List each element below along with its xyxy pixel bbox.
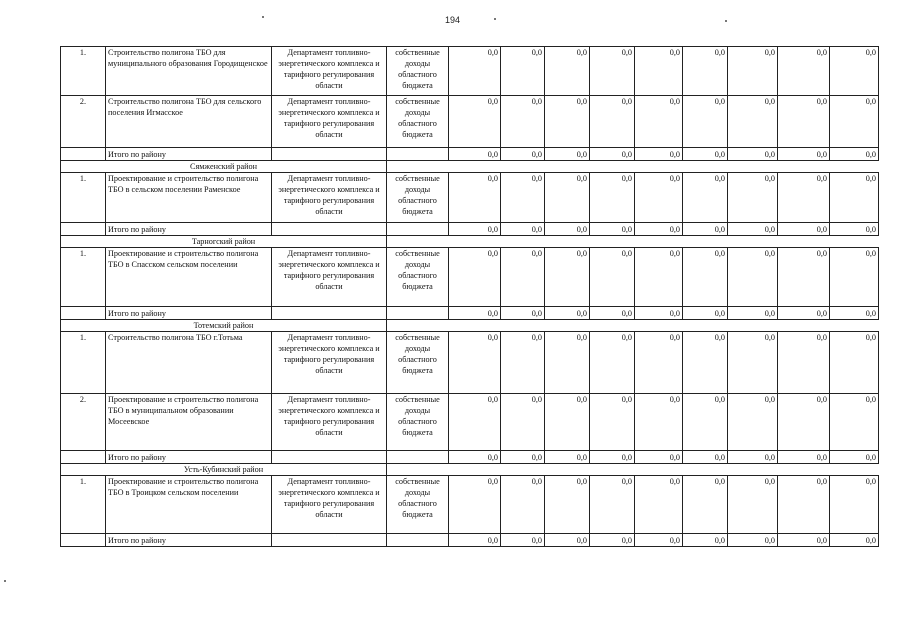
table-body [61,47,879,547]
value-cell: 0,0 [545,332,590,394]
total-value: 0,0 [545,148,590,161]
total-value: 0,0 [778,223,830,236]
value-cell: 0,0 [590,332,635,394]
funding-source: собственные доходы областного бюджета [387,394,449,451]
value-cell: 0,0 [683,476,728,534]
total-spacer [61,148,106,161]
row-number: 1. [61,248,106,307]
district-name: Тотемский район [61,320,387,332]
value-cell: 0,0 [778,248,830,307]
row-number: 1. [61,173,106,223]
total-value: 0,0 [545,451,590,464]
total-value: 0,0 [830,534,879,547]
row-number: 1. [61,47,106,96]
total-spacer [61,223,106,236]
total-spacer [61,534,106,547]
value-cell: 0,0 [830,96,879,148]
total-value: 0,0 [449,223,501,236]
funding-source: собственные доходы областного бюджета [387,248,449,307]
table-row [61,96,879,148]
project-name: Строительство полигона ТБО для муниципального образования Городищенское [106,47,272,96]
value-cell: 0,0 [545,394,590,451]
total-value: 0,0 [728,223,778,236]
value-cell: 0,0 [635,96,683,148]
funding-source: собственные доходы областного бюджета [387,96,449,148]
total-value: 0,0 [501,534,545,547]
total-value: 0,0 [635,223,683,236]
district-header-row [61,161,879,173]
project-name: Проектирование и строительство полигона ТБО в Спасском сельском поселении [106,248,272,307]
value-cell: 0,0 [590,248,635,307]
department: Департамент топливно-энергетического комплекса и тарифного регулирования области [272,332,387,394]
scan-speck [4,580,6,582]
value-cell: 0,0 [590,96,635,148]
total-label: Итого по району [106,307,272,320]
district-name: Сямженский район [61,161,387,173]
row-number: 1. [61,332,106,394]
total-value: 0,0 [728,534,778,547]
total-value: 0,0 [635,148,683,161]
project-name: Строительство полигона ТБО для сельского поселения Игмасское [106,96,272,148]
total-value: 0,0 [590,451,635,464]
value-cell: 0,0 [683,173,728,223]
total-value: 0,0 [501,451,545,464]
total-value: 0,0 [449,451,501,464]
total-value: 0,0 [635,307,683,320]
value-cell: 0,0 [683,394,728,451]
department: Департамент топливно-энергетического комплекса и тарифного регулирования области [272,248,387,307]
total-value: 0,0 [590,307,635,320]
total-value: 0,0 [501,223,545,236]
table-row [61,47,879,96]
department: Департамент топливно-энергетического комплекса и тарифного регулирования области [272,476,387,534]
total-value: 0,0 [590,534,635,547]
total-value: 0,0 [590,148,635,161]
total-value: 0,0 [635,534,683,547]
value-cell: 0,0 [728,248,778,307]
district-name: Тарногский район [61,236,387,248]
value-cell: 0,0 [635,332,683,394]
district-header-row [61,236,879,248]
value-cell: 0,0 [635,47,683,96]
total-row [61,223,879,236]
district-header-row [61,320,879,332]
department: Департамент топливно-энергетического комплекса и тарифного регулирования области [272,96,387,148]
total-value: 0,0 [501,307,545,320]
funding-source: собственные доходы областного бюджета [387,476,449,534]
row-number: 2. [61,394,106,451]
total-dept-empty [272,534,387,547]
value-cell: 0,0 [590,476,635,534]
value-cell: 0,0 [501,332,545,394]
value-cell: 0,0 [778,394,830,451]
total-src-empty [387,307,449,320]
department: Департамент топливно-энергетического комплекса и тарифного регулирования области [272,173,387,223]
total-value: 0,0 [728,451,778,464]
table-row [61,476,879,534]
district-name: Усть-Кубинский район [61,464,387,476]
table-row [61,173,879,223]
value-cell: 0,0 [778,332,830,394]
total-value: 0,0 [635,451,683,464]
value-cell: 0,0 [830,248,879,307]
district-filler [387,464,879,476]
value-cell: 0,0 [635,173,683,223]
total-value: 0,0 [728,307,778,320]
total-spacer [61,451,106,464]
district-filler [387,320,879,332]
value-cell: 0,0 [449,96,501,148]
project-name: Строительство полигона ТБО г.Тотьма [106,332,272,394]
value-cell: 0,0 [501,96,545,148]
total-value: 0,0 [545,307,590,320]
value-cell: 0,0 [590,394,635,451]
total-value: 0,0 [449,148,501,161]
value-cell: 0,0 [683,96,728,148]
total-value: 0,0 [778,451,830,464]
value-cell: 0,0 [545,96,590,148]
total-value: 0,0 [590,223,635,236]
value-cell: 0,0 [501,47,545,96]
value-cell: 0,0 [545,173,590,223]
value-cell: 0,0 [778,173,830,223]
table-row [61,394,879,451]
value-cell: 0,0 [830,394,879,451]
value-cell: 0,0 [830,173,879,223]
value-cell: 0,0 [683,332,728,394]
value-cell: 0,0 [728,332,778,394]
value-cell: 0,0 [501,394,545,451]
value-cell: 0,0 [683,248,728,307]
value-cell: 0,0 [728,476,778,534]
value-cell: 0,0 [501,476,545,534]
value-cell: 0,0 [728,394,778,451]
value-cell: 0,0 [778,47,830,96]
value-cell: 0,0 [449,394,501,451]
total-value: 0,0 [830,451,879,464]
total-row [61,307,879,320]
value-cell: 0,0 [728,47,778,96]
scan-speck [725,20,727,22]
total-value: 0,0 [545,534,590,547]
scan-speck [262,16,264,18]
value-cell: 0,0 [830,332,879,394]
value-cell: 0,0 [545,476,590,534]
total-value: 0,0 [830,148,879,161]
district-filler [387,236,879,248]
value-cell: 0,0 [449,476,501,534]
value-cell: 0,0 [501,173,545,223]
total-dept-empty [272,307,387,320]
total-value: 0,0 [449,307,501,320]
table-row [61,248,879,307]
department: Департамент топливно-энергетического комплекса и тарифного регулирования области [272,47,387,96]
total-value: 0,0 [683,534,728,547]
total-value: 0,0 [449,534,501,547]
value-cell: 0,0 [545,248,590,307]
value-cell: 0,0 [635,394,683,451]
total-value: 0,0 [778,148,830,161]
total-value: 0,0 [683,307,728,320]
total-value: 0,0 [683,148,728,161]
page-number: 194 [444,15,461,25]
total-src-empty [387,451,449,464]
project-name: Проектирование и строительство полигона ТБО в Троицком сельском поселении [106,476,272,534]
value-cell: 0,0 [545,47,590,96]
total-label: Итого по району [106,148,272,161]
scan-speck [494,18,496,20]
funding-source: собственные доходы областного бюджета [387,47,449,96]
total-value: 0,0 [545,223,590,236]
value-cell: 0,0 [590,173,635,223]
total-row [61,451,879,464]
total-dept-empty [272,223,387,236]
total-value: 0,0 [830,223,879,236]
row-number: 2. [61,96,106,148]
value-cell: 0,0 [449,47,501,96]
district-filler [387,161,879,173]
value-cell: 0,0 [501,248,545,307]
total-value: 0,0 [778,307,830,320]
funding-source: собственные доходы областного бюджета [387,332,449,394]
value-cell: 0,0 [728,173,778,223]
total-dept-empty [272,148,387,161]
total-label: Итого по району [106,451,272,464]
total-value: 0,0 [501,148,545,161]
total-value: 0,0 [830,307,879,320]
value-cell: 0,0 [683,47,728,96]
total-row [61,148,879,161]
department: Департамент топливно-энергетического комплекса и тарифного регулирования области [272,394,387,451]
total-src-empty [387,534,449,547]
total-value: 0,0 [728,148,778,161]
total-value: 0,0 [778,534,830,547]
value-cell: 0,0 [830,476,879,534]
project-name: Проектирование и строительство полигона ТБО в сельском поселении Раменское [106,173,272,223]
total-src-empty [387,223,449,236]
value-cell: 0,0 [449,248,501,307]
value-cell: 0,0 [635,476,683,534]
total-src-empty [387,148,449,161]
total-label: Итого по району [106,534,272,547]
program-table [60,46,879,547]
value-cell: 0,0 [449,332,501,394]
total-value: 0,0 [683,223,728,236]
value-cell: 0,0 [728,96,778,148]
value-cell: 0,0 [830,47,879,96]
total-spacer [61,307,106,320]
funding-source: собственные доходы областного бюджета [387,173,449,223]
district-header-row [61,464,879,476]
table-row [61,332,879,394]
value-cell: 0,0 [778,476,830,534]
value-cell: 0,0 [778,96,830,148]
total-value: 0,0 [683,451,728,464]
value-cell: 0,0 [590,47,635,96]
total-label: Итого по району [106,223,272,236]
total-dept-empty [272,451,387,464]
project-name: Проектирование и строительство полигона ТБО в муниципальном образовании Мосеевское [106,394,272,451]
value-cell: 0,0 [449,173,501,223]
row-number: 1. [61,476,106,534]
value-cell: 0,0 [635,248,683,307]
total-row [61,534,879,547]
